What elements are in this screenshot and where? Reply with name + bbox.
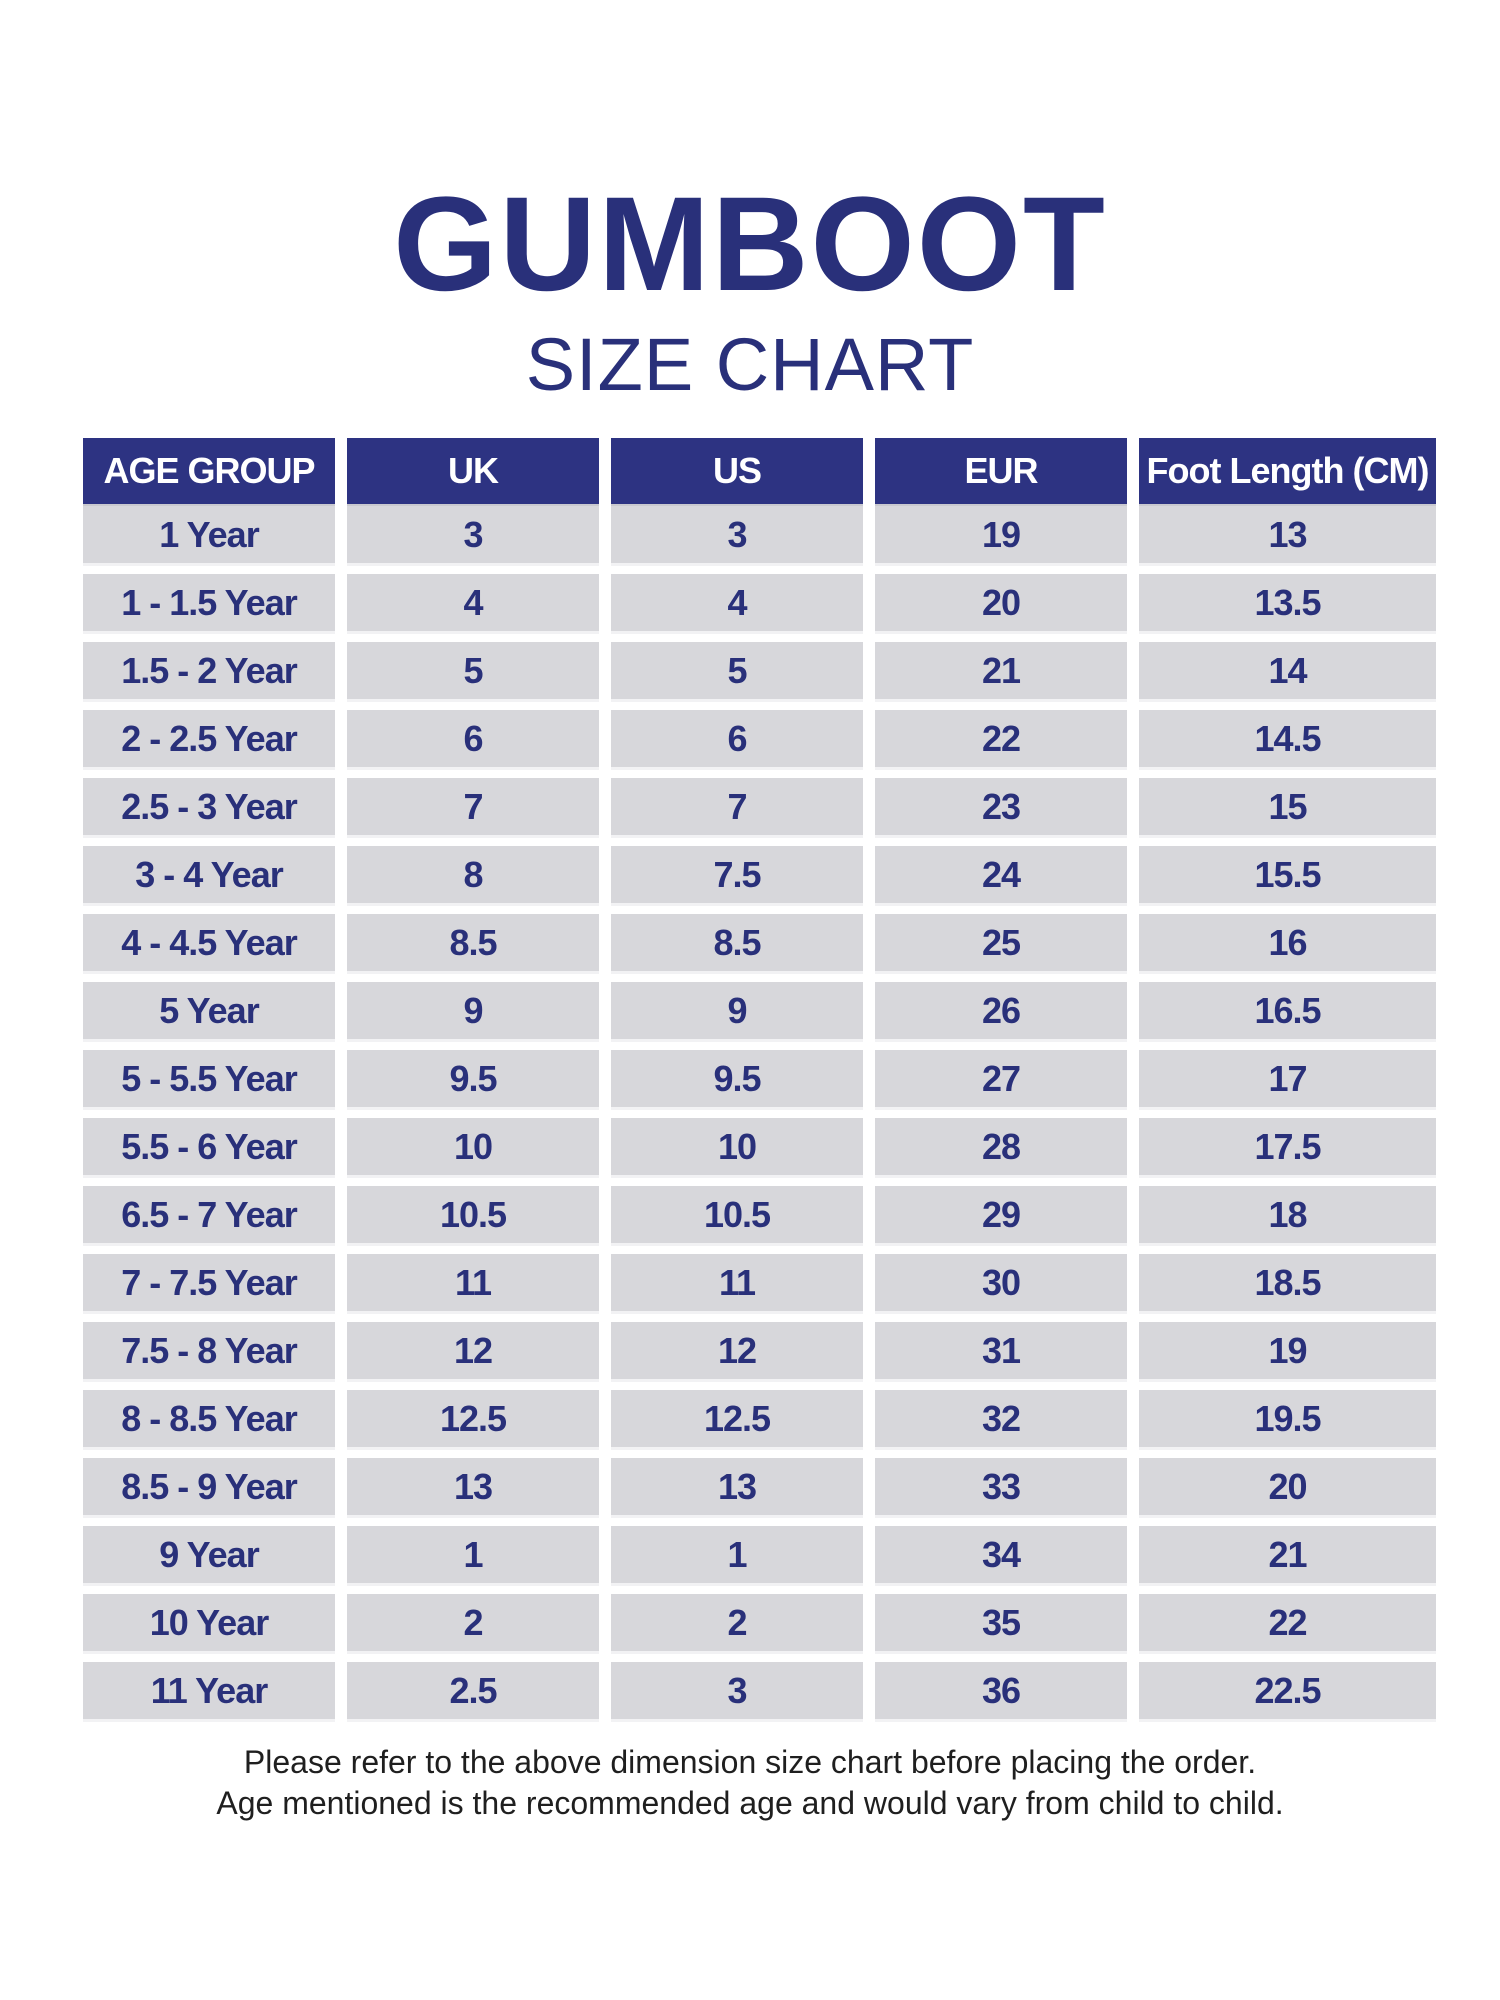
cell-foot-length: 15.5: [1139, 846, 1436, 906]
cell-uk: 9.5: [347, 1050, 599, 1110]
cell-age-group: 1 - 1.5 Year: [83, 574, 335, 634]
cell-uk: 2.5: [347, 1662, 599, 1722]
cell-us: 1: [611, 1526, 863, 1586]
cell-foot-length: 19.5: [1139, 1390, 1436, 1450]
cell-age-group: 2 - 2.5 Year: [83, 710, 335, 770]
cell-us: 8.5: [611, 914, 863, 974]
cell-eur: 22: [875, 710, 1127, 770]
cell-age-group: 4 - 4.5 Year: [83, 914, 335, 974]
header-age-group: AGE GROUP: [83, 438, 335, 506]
cell-foot-length: 20: [1139, 1458, 1436, 1518]
cell-foot-length: 15: [1139, 778, 1436, 838]
header-foot-length: Foot Length (CM): [1139, 438, 1436, 506]
cell-eur: 26: [875, 982, 1127, 1042]
cell-eur: 31: [875, 1322, 1127, 1382]
cell-uk: 8.5: [347, 914, 599, 974]
cell-age-group: 9 Year: [83, 1526, 335, 1586]
cell-age-group: 10 Year: [83, 1594, 335, 1654]
cell-uk: 10.5: [347, 1186, 599, 1246]
cell-foot-length: 22: [1139, 1594, 1436, 1654]
cell-foot-length: 19: [1139, 1322, 1436, 1382]
cell-foot-length: 21: [1139, 1526, 1436, 1586]
footnote-line: Age mentioned is the recommended age and would vary from child to child.: [216, 1785, 1284, 1821]
cell-uk: 3: [347, 506, 599, 566]
cell-us: 2: [611, 1594, 863, 1654]
cell-age-group: 7.5 - 8 Year: [83, 1322, 335, 1382]
cell-uk: 10: [347, 1118, 599, 1178]
cell-age-group: 5.5 - 6 Year: [83, 1118, 335, 1178]
cell-us: 3: [611, 506, 863, 566]
cell-foot-length: 18: [1139, 1186, 1436, 1246]
header-us: US: [611, 438, 863, 506]
cell-age-group: 11 Year: [83, 1662, 335, 1722]
cell-eur: 30: [875, 1254, 1127, 1314]
cell-age-group: 5 Year: [83, 982, 335, 1042]
cell-age-group: 1.5 - 2 Year: [83, 642, 335, 702]
cell-eur: 25: [875, 914, 1127, 974]
cell-eur: 35: [875, 1594, 1127, 1654]
cell-us: 7: [611, 778, 863, 838]
cell-us: 6: [611, 710, 863, 770]
cell-eur: 34: [875, 1526, 1127, 1586]
cell-eur: 29: [875, 1186, 1127, 1246]
cell-uk: 12: [347, 1322, 599, 1382]
cell-us: 3: [611, 1662, 863, 1722]
cell-age-group: 7 - 7.5 Year: [83, 1254, 335, 1314]
cell-foot-length: 14: [1139, 642, 1436, 702]
cell-eur: 23: [875, 778, 1127, 838]
cell-foot-length: 14.5: [1139, 710, 1436, 770]
footnote: [0, 1742, 1500, 1824]
cell-eur: 33: [875, 1458, 1127, 1518]
cell-eur: 27: [875, 1050, 1127, 1110]
cell-uk: 13: [347, 1458, 599, 1518]
cell-us: 9: [611, 982, 863, 1042]
cell-foot-length: 17.5: [1139, 1118, 1436, 1178]
cell-us: 12: [611, 1322, 863, 1382]
cell-age-group: 3 - 4 Year: [83, 846, 335, 906]
page-subtitle: SIZE CHART: [525, 323, 975, 406]
cell-age-group: 8.5 - 9 Year: [83, 1458, 335, 1518]
cell-us: 10: [611, 1118, 863, 1178]
cell-uk: 11: [347, 1254, 599, 1314]
cell-foot-length: 17: [1139, 1050, 1436, 1110]
cell-eur: 19: [875, 506, 1127, 566]
cell-age-group: 1 Year: [83, 506, 335, 566]
cell-eur: 28: [875, 1118, 1127, 1178]
cell-eur: 21: [875, 642, 1127, 702]
cell-age-group: 2.5 - 3 Year: [83, 778, 335, 838]
header-uk: UK: [347, 438, 599, 506]
cell-foot-length: 16.5: [1139, 982, 1436, 1042]
cell-uk: 4: [347, 574, 599, 634]
cell-eur: 36: [875, 1662, 1127, 1722]
cell-age-group: 5 - 5.5 Year: [83, 1050, 335, 1110]
cell-eur: 24: [875, 846, 1127, 906]
cell-uk: 5: [347, 642, 599, 702]
cell-eur: 32: [875, 1390, 1127, 1450]
cell-us: 10.5: [611, 1186, 863, 1246]
cell-age-group: 8 - 8.5 Year: [83, 1390, 335, 1450]
cell-uk: 7: [347, 778, 599, 838]
cell-uk: 2: [347, 1594, 599, 1654]
cell-eur: 20: [875, 574, 1127, 634]
cell-us: 4: [611, 574, 863, 634]
page-title: GUMBOOT: [393, 170, 1107, 319]
cell-foot-length: 13: [1139, 506, 1436, 566]
cell-foot-length: 18.5: [1139, 1254, 1436, 1314]
cell-foot-length: 16: [1139, 914, 1436, 974]
cell-us: 12.5: [611, 1390, 863, 1450]
cell-uk: 12.5: [347, 1390, 599, 1450]
cell-uk: 6: [347, 710, 599, 770]
cell-us: 13: [611, 1458, 863, 1518]
cell-foot-length: 13.5: [1139, 574, 1436, 634]
cell-uk: 9: [347, 982, 599, 1042]
cell-age-group: 6.5 - 7 Year: [83, 1186, 335, 1246]
size-chart-table: [83, 438, 1436, 1722]
cell-us: 11: [611, 1254, 863, 1314]
cell-foot-length: 22.5: [1139, 1662, 1436, 1722]
cell-uk: 8: [347, 846, 599, 906]
cell-uk: 1: [347, 1526, 599, 1586]
cell-us: 7.5: [611, 846, 863, 906]
cell-us: 5: [611, 642, 863, 702]
cell-us: 9.5: [611, 1050, 863, 1110]
header-eur: EUR: [875, 438, 1127, 506]
footnote-line: Please refer to the above dimension size chart before placing the order.: [243, 1744, 1257, 1780]
